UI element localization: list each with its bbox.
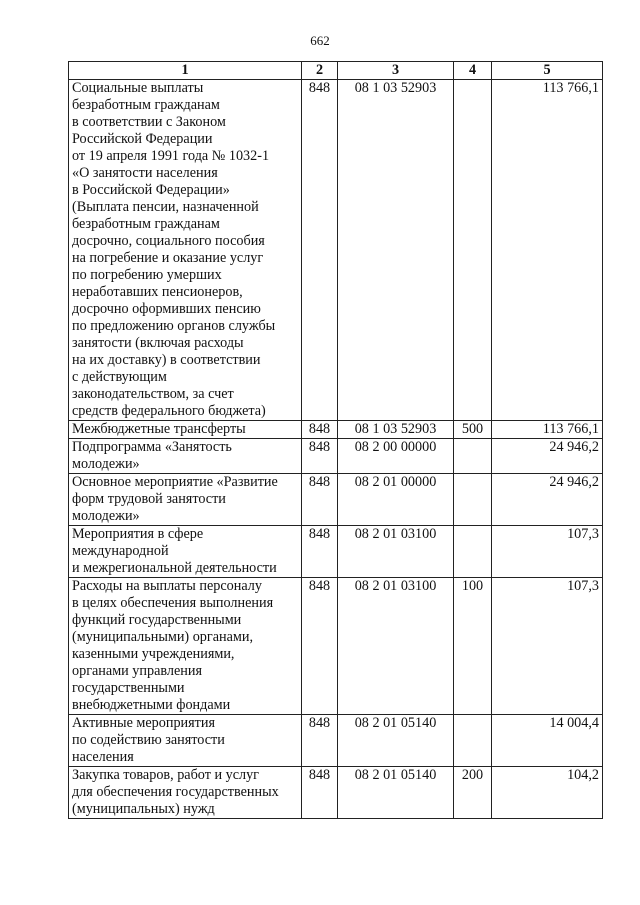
row-expense-type [454, 80, 492, 421]
row-ministry-code: 848 [302, 526, 338, 578]
row-expense-type [454, 715, 492, 767]
row-name: Мероприятия в сфере международной и межрегиональной деятельности [69, 526, 302, 578]
column-header-5: 5 [492, 62, 603, 80]
row-expense-type [454, 526, 492, 578]
table-row [69, 439, 603, 474]
row-ministry-code: 848 [302, 578, 338, 715]
row-amount: 24 946,2 [492, 439, 603, 474]
row-amount: 107,3 [492, 526, 603, 578]
row-name: Расходы на выплаты персоналу в целях обеспечения выполнения функций государственными (муниципальными) органами, казенными учреждениями, органами управления государственными внебюджетными фондами [69, 578, 302, 715]
row-target-code: 08 2 01 05140 [338, 715, 454, 767]
row-ministry-code: 848 [302, 474, 338, 526]
column-header-4: 4 [454, 62, 492, 80]
row-target-code: 08 2 01 00000 [338, 474, 454, 526]
row-amount: 113 766,1 [492, 80, 603, 421]
row-target-code: 08 2 01 05140 [338, 767, 454, 819]
row-expense-type: 200 [454, 767, 492, 819]
row-ministry-code: 848 [302, 421, 338, 439]
row-amount: 113 766,1 [492, 421, 603, 439]
column-header-1: 1 [69, 62, 302, 80]
table-row [69, 474, 603, 526]
row-ministry-code: 848 [302, 767, 338, 819]
row-target-code: 08 2 01 03100 [338, 578, 454, 715]
row-name: Активные мероприятия по содействию занятости населения [69, 715, 302, 767]
row-target-code: 08 2 00 00000 [338, 439, 454, 474]
row-target-code: 08 1 03 52903 [338, 421, 454, 439]
column-header-3: 3 [338, 62, 454, 80]
row-amount: 24 946,2 [492, 474, 603, 526]
row-expense-type [454, 439, 492, 474]
row-ministry-code: 848 [302, 715, 338, 767]
row-name: Подпрограмма «Занятость молодежи» [69, 439, 302, 474]
row-name: Социальные выплаты безработным гражданам в соответствии с Законом Российской Федерации от 19 апреля 1991 года № 1032-1 «О занятости населения в Российской Федерации» (Выплата пенсии, назначенной безработным гражданам досрочно, социального пособия на погребение и оказание услуг по погребению умерших неработавших пенсионеров, досрочно оформивших пенсию по предложению органов службы занятости (включая расходы на их доставку) в соответствии с действующим законодательством, за счет средств федерального бюджета) [69, 80, 302, 421]
row-amount: 104,2 [492, 767, 603, 819]
row-name: Закупка товаров, работ и услуг для обеспечения государственных (муниципальных) нужд [69, 767, 302, 819]
row-expense-type: 500 [454, 421, 492, 439]
table-row [69, 767, 603, 819]
row-ministry-code: 848 [302, 80, 338, 421]
column-header-2: 2 [302, 62, 338, 80]
budget-table [68, 61, 603, 819]
table-row [69, 526, 603, 578]
row-target-code: 08 1 03 52903 [338, 80, 454, 421]
header-row [69, 62, 603, 80]
row-name: Основное мероприятие «Развитие форм трудовой занятости молодежи» [69, 474, 302, 526]
row-expense-type [454, 474, 492, 526]
row-amount: 107,3 [492, 578, 603, 715]
row-ministry-code: 848 [302, 439, 338, 474]
table-row [69, 80, 603, 421]
table-row [69, 421, 603, 439]
row-target-code: 08 2 01 03100 [338, 526, 454, 578]
page-number: 662 [310, 33, 330, 48]
table-row [69, 715, 603, 767]
table-row [69, 578, 603, 715]
row-expense-type: 100 [454, 578, 492, 715]
row-amount: 14 004,4 [492, 715, 603, 767]
row-name: Межбюджетные трансферты [69, 421, 302, 439]
